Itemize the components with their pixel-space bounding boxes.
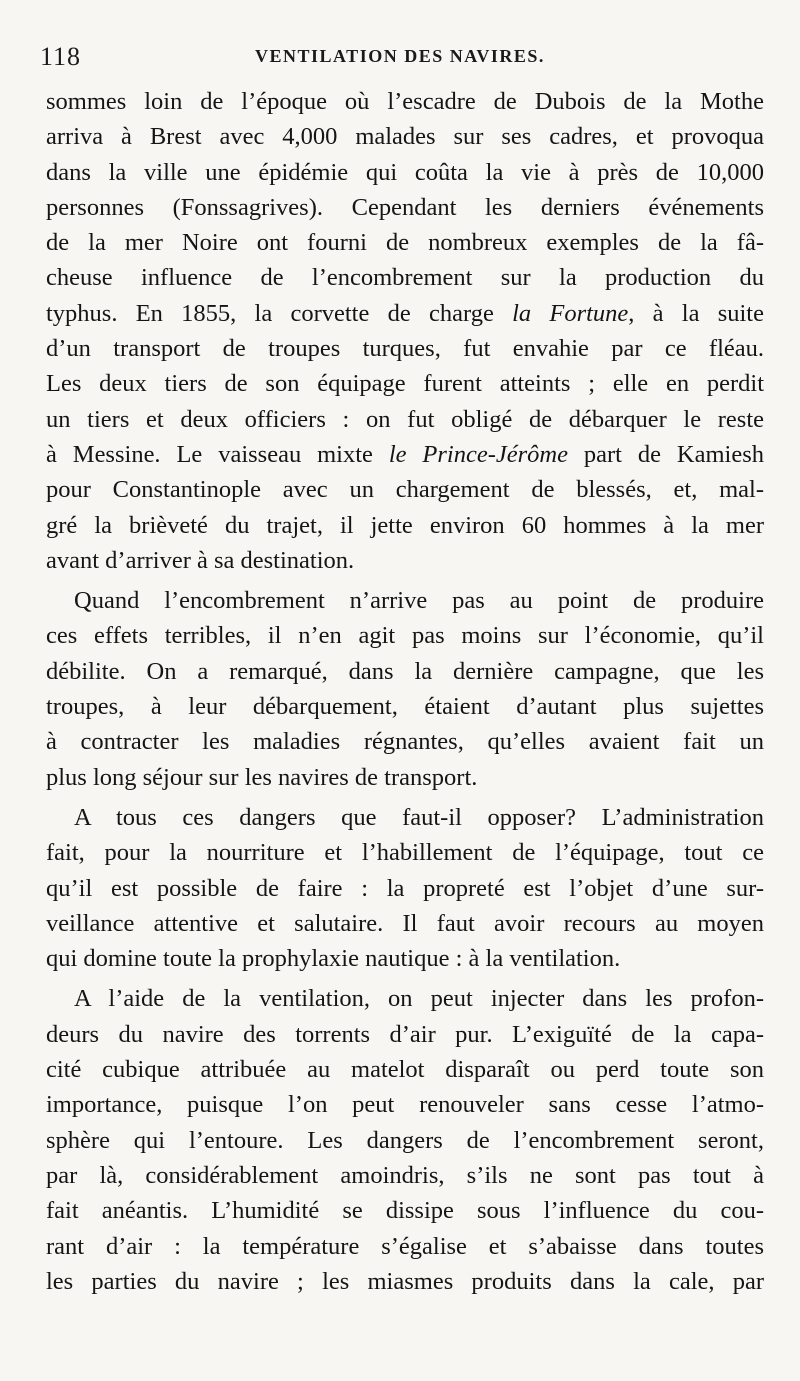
text-line: à Messine. Le vaisseau mixte le Prince-Jérôme part de Kamiesh — [46, 440, 765, 468]
text-line: typhus. En 1855, la corvette de charge la Fortune, à la suite — [46, 299, 764, 327]
text-line: qui domine toute la prophylaxie nautique : à la ventilation. — [46, 945, 621, 973]
text-line: qu’il est possible de faire : la propreté est l’objet d’une sur- — [46, 874, 764, 902]
text-line: A tous ces dangers que faut-il opposer? L’administration — [74, 803, 764, 831]
text-line: ces effets terribles, il n’en agit pas moins sur l’économie, qu’il — [46, 622, 764, 650]
text-line: A l’aide de la ventilation, on peut injecter dans les profon- — [74, 985, 764, 1013]
text-line: sphère qui l’entoure. Les dangers de l’encombrement seront, — [46, 1126, 764, 1154]
text-line: débilite. On a remarqué, dans la dernière campagne, que les — [46, 657, 764, 685]
text-line: sommes loin de l’époque où l’escadre de Dubois de la Mothe — [46, 88, 764, 115]
text-line: arriva à Brest avec 4,000 malades sur ses cadres, et provoqua — [46, 123, 764, 151]
text-line: gré la brièveté du trajet, il jette environ 60 hommes à la mer — [46, 511, 764, 539]
text-line: de la mer Noire ont fourni de nombreux exemples de la fâ- — [46, 229, 764, 257]
text-line: les parties du navire ; les miasmes produits dans la cale, par — [46, 1267, 764, 1295]
text-line: rant d’air : la température s’égalise et s’abaisse dans toutes — [46, 1232, 764, 1260]
text-line: dans la ville une épidémie qui coûta la vie à près de 10,000 — [46, 158, 764, 186]
text-line: d’un transport de troupes turques, fut envahie par ce fléau. — [46, 335, 764, 363]
text-line: cheuse influence de l’encombrement sur la production du — [46, 264, 764, 292]
paragraph — [46, 84, 764, 578]
text-line: un tiers et deux officiers : on fut obligé de débarquer le reste — [46, 405, 764, 433]
text-line: à contracter les maladies régnantes, qu’elles avaient fait un — [46, 728, 764, 756]
body-text — [46, 84, 764, 1299]
text-line: deurs du navire des torrents d’air pur. L’exiguïté de la capa- — [46, 1020, 764, 1048]
paragraph — [46, 795, 764, 976]
text-line: fait anéantis. L’humidité se dissipe sous l’influence du cou- — [46, 1197, 764, 1225]
paragraph — [46, 578, 764, 795]
page-number: 118 — [40, 42, 82, 71]
text-line: importance, puisque l’on peut renouveler sans cesse l’atmo- — [46, 1091, 764, 1119]
text-line: cité cubique attribuée au matelot disparaît ou perd toute son — [46, 1056, 764, 1084]
text-line: Quand l’encombrement n’arrive pas au point de produire — [74, 587, 764, 615]
paragraph — [46, 976, 764, 1299]
italic-title: le Prince-Jérôme — [388, 440, 568, 468]
text-line: plus long séjour sur les navires de transport. — [46, 763, 478, 791]
running-head — [40, 42, 765, 82]
text-line: personnes (Fonssagrives). Cependant les derniers événements — [46, 193, 764, 221]
text-line: Les deux tiers de son équipage furent atteints ; elle en perdit — [46, 370, 764, 398]
italic-title: la Fortune — [512, 299, 629, 327]
text-line: veillance attentive et salutaire. Il faut avoir recours au moyen — [46, 909, 764, 937]
text-line: par là, considérablement amoindris, s’ils ne sont pas tout à — [46, 1161, 764, 1189]
text-line: troupes, à leur débarquement, étaient d’autant plus sujettes — [46, 693, 764, 721]
running-title: VENTILATION DES NAVIRES. — [255, 46, 545, 66]
text-line: pour Constantinople avec un chargement de blessés, et, mal- — [46, 476, 764, 504]
text-line: avant d’arriver à sa destination. — [46, 546, 355, 574]
text-line: fait, pour la nourriture et l’habillement de l’équipage, tout ce — [46, 839, 764, 867]
